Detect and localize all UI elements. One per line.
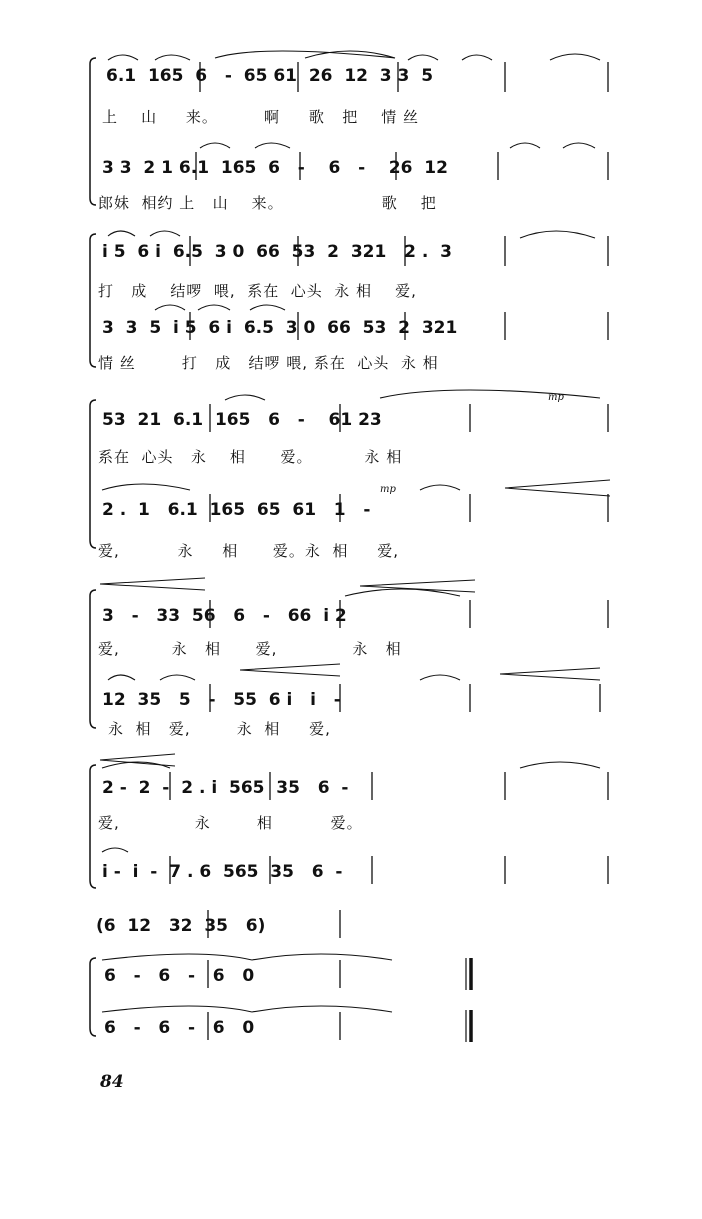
notes-s4-upper: 3 - 33 56 6 - 66 i 2 xyxy=(102,606,347,626)
lyrics-s1-lower: 郎妹 相约 上 山 来。 歌 把 xyxy=(98,194,437,212)
lyrics-s3-lower: 爱, 永 相 爱。永 相 爱, xyxy=(98,542,400,560)
lyrics-s4-lower: 永 相 爱, 永 相 爱, xyxy=(108,720,331,738)
notes-s2-upper: i 5 6 i 6.5 3 0 66 53 2 321 2 . 3 xyxy=(102,242,452,262)
intro-notes: (6 12 32 35 6) xyxy=(96,916,266,936)
bracket-s2 xyxy=(90,234,96,367)
dynamic-mp-upper: mp xyxy=(548,392,564,403)
lyrics-s3-upper: 系在 心头 永 相 爱。 永 相 xyxy=(98,448,403,466)
notes-s6-upper: 6 - 6 - 6 0 xyxy=(104,966,255,986)
notes-s4-lower: 12 35 5 - 55 6 i i - xyxy=(102,690,341,710)
lyrics-s1-upper: 上 山 来。 啊 歌 把 情 丝 xyxy=(102,108,420,126)
notes-s1-lower: 3 3 2 1 6.1 165 6 - 6 - 26 12 xyxy=(102,158,448,178)
notes-s2-lower: 3 3 5 i 5 6 i 6.5 3 0 66 53 2 321 xyxy=(102,318,458,338)
lyrics-s5-upper: 爱, 永 相 爱。 xyxy=(98,814,363,832)
notes-s1-upper: 6.1 165 6 - 65 61 26 12 3 3 5 xyxy=(106,66,434,86)
notes-s5-upper: 2 - 2 - 2 . i 565 35 6 - xyxy=(102,778,349,798)
notes-s5-lower: i - i - 7 . 6 565 35 6 - xyxy=(102,862,343,882)
bracket-s3 xyxy=(90,400,96,548)
bracket-s1 xyxy=(90,58,96,205)
notes-s3-lower: 2 . 1 6.1 165 65 61 1 - xyxy=(102,500,371,520)
bracket-s5 xyxy=(90,765,96,888)
bracket-s4 xyxy=(90,590,96,728)
bracket-s6 xyxy=(90,958,96,1036)
lyrics-s4-upper: 爱, 永 相 爱, 永 相 xyxy=(98,640,402,658)
lyrics-s2-upper: 打 成 结啰 喂, 系在 心头 永 相 爱, xyxy=(98,282,417,300)
dynamic-mp-lower: mp xyxy=(380,484,396,495)
notes-s6-lower: 6 - 6 - 6 0 xyxy=(104,1018,255,1038)
lyrics-s2-lower: 情 丝 打 成 结啰 喂, 系在 心头 永 相 xyxy=(98,354,439,372)
page-number: 84 xyxy=(100,1072,124,1092)
notes-s3-upper: 53 21 6.1 165 6 - 61 23 xyxy=(102,410,382,430)
